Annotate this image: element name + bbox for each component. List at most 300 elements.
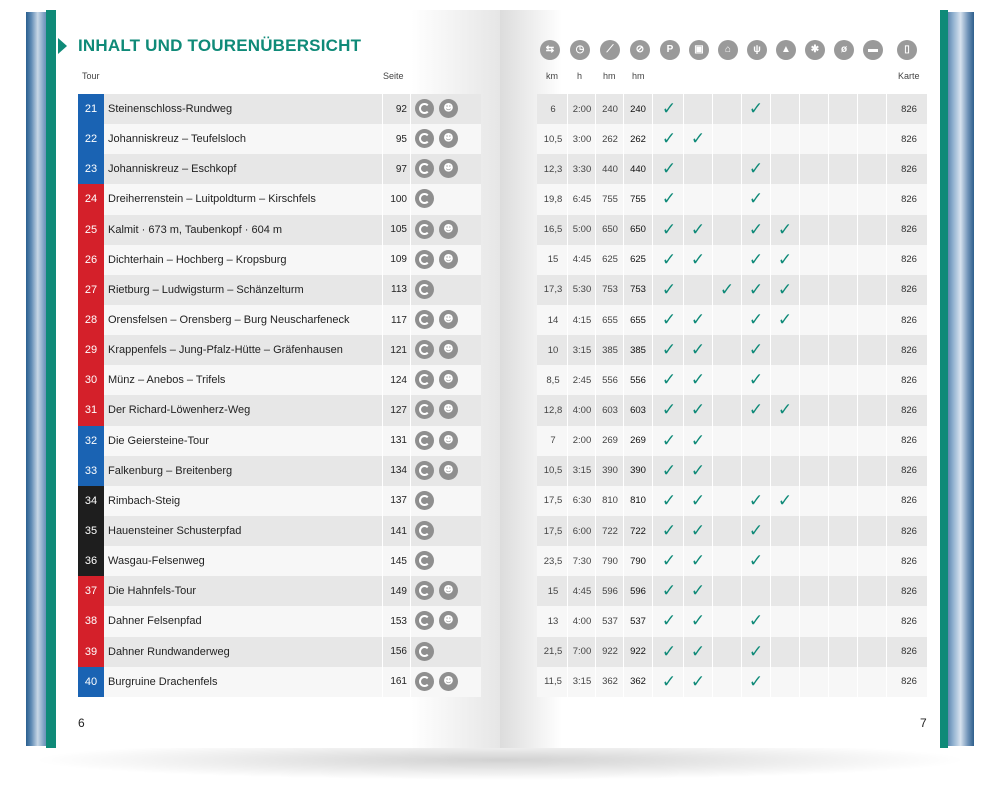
column-divider [652, 395, 653, 425]
tour-number: 23 [78, 154, 104, 184]
bear-face: ☻ [443, 163, 454, 175]
column-divider [799, 516, 800, 546]
tour-hm-down: 655 [630, 314, 646, 326]
column-divider [623, 94, 624, 124]
tour-row-details [537, 184, 927, 214]
restaurant-icon: ψ [747, 40, 767, 60]
column-divider [567, 516, 568, 546]
family-bear-icon [439, 220, 458, 239]
check-icon: ✓ [690, 340, 706, 361]
page-title: INHALT UND TOURENÜBERSICHT [78, 36, 362, 55]
check-icon: ✓ [690, 641, 706, 662]
page-border-left [46, 10, 56, 748]
check-icon: ✓ [748, 671, 764, 692]
tour-hm-down: 385 [630, 344, 646, 356]
column-divider [567, 275, 568, 305]
slope-icon: ⟋ [600, 40, 620, 60]
column-divider [770, 184, 771, 214]
column-divider [410, 305, 411, 335]
family-bear-icon [439, 250, 458, 269]
column-divider [652, 606, 653, 636]
column-divider [623, 154, 624, 184]
tour-hm-up: 753 [602, 284, 618, 296]
bear-face: ☻ [443, 223, 454, 235]
check-icon: ✓ [661, 551, 677, 572]
tour-number: 28 [78, 305, 104, 335]
tour-page: 92 [395, 103, 407, 115]
tour-page: 121 [390, 344, 407, 356]
column-divider [567, 365, 568, 395]
check-icon: ✓ [661, 310, 677, 331]
column-divider [595, 606, 596, 636]
column-divider [828, 184, 829, 214]
column-divider [741, 426, 742, 456]
no-entry-icon: ⊘ [630, 40, 650, 60]
column-divider [799, 426, 800, 456]
tour-map: 826 [901, 103, 917, 115]
tour-page: 153 [390, 615, 407, 627]
column-divider [410, 546, 411, 576]
check-icon: ✓ [661, 279, 677, 300]
family-bear-icon [439, 431, 458, 450]
tour-number: 33 [78, 456, 104, 486]
column-divider [410, 606, 411, 636]
column-divider [567, 426, 568, 456]
check-icon: ✓ [690, 129, 706, 150]
column-divider [623, 486, 624, 516]
column-divider [828, 426, 829, 456]
column-divider [712, 154, 713, 184]
column-divider [410, 245, 411, 275]
check-icon: ✓ [661, 490, 677, 511]
tour-hm-up: 390 [602, 465, 618, 477]
tour-name: Die Hahnfels-Tour [108, 585, 197, 598]
column-divider [770, 667, 771, 697]
circular-route-icon [415, 611, 434, 630]
cable-car-icon: ⌂ [718, 40, 738, 60]
tour-h: 6:30 [572, 495, 592, 507]
column-divider [410, 335, 411, 365]
tour-hm-up: 240 [602, 103, 618, 115]
column-divider [567, 245, 568, 275]
column-divider [623, 426, 624, 456]
column-divider [828, 275, 829, 305]
circular-route-icon [415, 220, 434, 239]
tour-page: 149 [390, 585, 407, 597]
column-divider [770, 546, 771, 576]
column-divider [595, 546, 596, 576]
tour-h: 7:30 [572, 555, 592, 567]
column-divider [828, 516, 829, 546]
column-divider [623, 124, 624, 154]
tour-page: 100 [390, 193, 407, 205]
column-divider [828, 576, 829, 606]
ring-mark [419, 374, 430, 385]
tour-number: 37 [78, 576, 104, 606]
tour-row-details [537, 606, 927, 636]
tour-number: 35 [78, 516, 104, 546]
circular-route-icon [415, 461, 434, 480]
tour-km: 15 [547, 254, 559, 266]
check-icon: ✓ [748, 159, 764, 180]
column-divider [410, 94, 411, 124]
circular-route-icon [415, 250, 434, 269]
column-divider [595, 94, 596, 124]
circular-route-icon [415, 581, 434, 600]
tour-h: 5:30 [572, 284, 592, 296]
tour-hm-down: 753 [630, 284, 646, 296]
column-divider [886, 667, 887, 697]
column-divider [799, 365, 800, 395]
ring-mark [419, 254, 430, 265]
column-divider [799, 154, 800, 184]
column-divider [623, 576, 624, 606]
tour-page: 156 [390, 646, 407, 658]
column-divider [886, 275, 887, 305]
tour-h: 3:00 [572, 133, 592, 145]
tour-h: 7:00 [572, 646, 592, 658]
tour-hm-up: 625 [602, 254, 618, 266]
tour-hm-up: 650 [602, 224, 618, 236]
header-hm-down: hm [632, 71, 645, 81]
column-divider [623, 516, 624, 546]
column-divider [683, 154, 684, 184]
column-divider [857, 426, 858, 456]
column-divider [567, 456, 568, 486]
tour-row [78, 576, 481, 606]
column-divider [886, 546, 887, 576]
column-divider [770, 516, 771, 546]
tour-number: 26 [78, 245, 104, 275]
tour-map: 826 [901, 465, 917, 477]
tour-hm-up: 537 [602, 615, 618, 627]
column-divider [623, 275, 624, 305]
tour-row-details [537, 486, 927, 516]
column-divider [683, 275, 684, 305]
column-divider [567, 94, 568, 124]
column-divider [410, 275, 411, 305]
column-divider [857, 245, 858, 275]
tour-row [78, 335, 481, 365]
column-divider [828, 395, 829, 425]
tour-number: 38 [78, 606, 104, 636]
ring-mark [419, 495, 430, 506]
tour-number: 27 [78, 275, 104, 305]
column-divider [857, 606, 858, 636]
tour-hm-down: 390 [630, 465, 646, 477]
tour-map: 826 [901, 525, 917, 537]
check-icon: ✓ [690, 310, 706, 331]
tour-row [78, 637, 481, 667]
tour-row-details [537, 576, 927, 606]
bear-face: ☻ [443, 374, 454, 386]
check-icon: ✓ [748, 279, 764, 300]
tour-hm-down: 625 [630, 254, 646, 266]
tour-km: 19,8 [543, 193, 563, 205]
check-icon: ✓ [661, 611, 677, 632]
column-divider [799, 546, 800, 576]
ring-mark [419, 435, 430, 446]
tour-km: 6 [550, 103, 556, 115]
circular-route-icon [415, 159, 434, 178]
column-divider [828, 606, 829, 636]
column-divider [567, 335, 568, 365]
signpost-icon: ⇆ [540, 40, 560, 60]
tour-page: 137 [390, 495, 407, 507]
tour-hm-up: 603 [602, 404, 618, 416]
column-divider [712, 486, 713, 516]
tour-map: 826 [901, 585, 917, 597]
tour-map: 826 [901, 224, 917, 236]
tour-km: 10,5 [543, 133, 563, 145]
column-divider [595, 275, 596, 305]
column-divider [828, 94, 829, 124]
check-icon: ✓ [777, 310, 793, 331]
tour-page: 105 [390, 224, 407, 236]
tour-map: 826 [901, 646, 917, 658]
tour-row [78, 365, 481, 395]
family-bear-icon [439, 159, 458, 178]
column-divider [595, 395, 596, 425]
column-divider [770, 426, 771, 456]
tour-row [78, 275, 481, 305]
tour-page: 95 [395, 133, 407, 145]
tour-hm-up: 269 [602, 435, 618, 447]
column-divider [770, 365, 771, 395]
column-divider [410, 576, 411, 606]
column-divider [652, 124, 653, 154]
tour-row [78, 245, 481, 275]
column-divider [712, 365, 713, 395]
column-divider [712, 546, 713, 576]
tour-row-details [537, 637, 927, 667]
tour-row-details [537, 516, 927, 546]
check-icon: ✓ [777, 490, 793, 511]
tour-map: 826 [901, 163, 917, 175]
tour-h: 4:15 [572, 314, 592, 326]
family-bear-icon [439, 129, 458, 148]
tour-hm-down: 262 [630, 133, 646, 145]
summit-icon: ▲ [776, 40, 796, 60]
column-divider [410, 456, 411, 486]
check-icon: ✓ [748, 521, 764, 542]
check-icon: ✓ [690, 611, 706, 632]
column-divider [770, 606, 771, 636]
tour-km: 12,3 [543, 163, 563, 175]
ring-mark [419, 615, 430, 626]
column-divider [886, 94, 887, 124]
tour-hm-down: 556 [630, 374, 646, 386]
bear-face: ☻ [443, 434, 454, 446]
column-divider [828, 667, 829, 697]
page-number-left: 6 [78, 716, 85, 730]
tour-map: 826 [901, 284, 917, 296]
tour-h: 4:00 [572, 404, 592, 416]
column-divider [828, 154, 829, 184]
tour-row [78, 215, 481, 245]
tour-km: 10 [547, 344, 559, 356]
column-divider [857, 94, 858, 124]
circular-route-icon [415, 491, 434, 510]
column-divider [410, 154, 411, 184]
column-divider [595, 365, 596, 395]
column-divider [799, 335, 800, 365]
check-icon: ✓ [661, 340, 677, 361]
check-icon: ✓ [690, 490, 706, 511]
check-icon: ✓ [690, 521, 706, 542]
column-divider [712, 215, 713, 245]
tour-map: 826 [901, 676, 917, 688]
column-divider [799, 275, 800, 305]
column-divider [410, 516, 411, 546]
tour-page: 161 [390, 676, 407, 688]
column-divider [799, 606, 800, 636]
column-divider [652, 335, 653, 365]
tour-h: 6:00 [572, 525, 592, 537]
column-divider [770, 637, 771, 667]
column-divider [652, 365, 653, 395]
tour-page: 117 [391, 314, 407, 326]
check-icon: ✓ [690, 249, 706, 270]
column-divider [623, 606, 624, 636]
tour-row-details [537, 124, 927, 154]
ring-mark [419, 224, 430, 235]
check-icon: ✓ [661, 460, 677, 481]
ring-mark [419, 344, 430, 355]
column-divider [652, 305, 653, 335]
tour-page: 113 [391, 284, 407, 296]
column-divider [828, 215, 829, 245]
column-divider [886, 245, 887, 275]
tour-km: 17,3 [543, 284, 563, 296]
column-divider [857, 275, 858, 305]
bear-face: ☻ [443, 464, 454, 476]
tour-row-details [537, 667, 927, 697]
ring-mark [419, 555, 430, 566]
column-divider [770, 456, 771, 486]
tour-name: Dichterhain – Hochberg – Kropsburg [108, 253, 287, 266]
check-icon: ✓ [661, 641, 677, 662]
tour-hm-down: 922 [630, 646, 646, 658]
check-icon: ✓ [661, 129, 677, 150]
column-divider [652, 426, 653, 456]
tour-map: 826 [901, 374, 917, 386]
column-divider [595, 456, 596, 486]
check-icon: ✓ [690, 370, 706, 391]
check-icon: ✓ [661, 581, 677, 602]
tour-number: 34 [78, 486, 104, 516]
column-divider [652, 486, 653, 516]
family-bear-icon [439, 370, 458, 389]
tour-map: 826 [901, 495, 917, 507]
tour-km: 14 [547, 314, 559, 326]
column-divider [595, 305, 596, 335]
column-divider [799, 124, 800, 154]
tour-name: Der Richard-Löwenherz-Weg [108, 404, 251, 417]
header-h: h [577, 71, 583, 81]
family-bear-icon [439, 461, 458, 480]
tour-row [78, 667, 481, 697]
column-divider [886, 426, 887, 456]
tour-page: 141 [390, 525, 407, 537]
snow-icon: ✱ [805, 40, 825, 60]
tour-hm-up: 722 [602, 525, 618, 537]
column-divider [623, 245, 624, 275]
column-divider [595, 184, 596, 214]
check-icon: ✓ [777, 249, 793, 270]
check-icon: ✓ [661, 521, 677, 542]
tour-map: 826 [901, 133, 917, 145]
check-icon: ✓ [748, 249, 764, 270]
check-icon: ✓ [748, 551, 764, 572]
tour-row [78, 124, 481, 154]
check-icon: ✓ [748, 99, 764, 120]
tour-hm-down: 650 [630, 224, 646, 236]
column-divider [652, 184, 653, 214]
check-icon: ✓ [690, 551, 706, 572]
column-divider [712, 245, 713, 275]
tour-page: 134 [390, 465, 407, 477]
column-divider [828, 365, 829, 395]
column-divider [857, 486, 858, 516]
column-divider [652, 275, 653, 305]
column-divider [623, 184, 624, 214]
column-divider [799, 215, 800, 245]
circular-route-icon [415, 99, 434, 118]
tour-name: Johanniskreuz – Eschkopf [108, 163, 237, 176]
tour-km: 17,5 [543, 525, 563, 537]
circular-route-icon [415, 551, 434, 570]
column-divider [886, 184, 887, 214]
tour-row-details [537, 456, 927, 486]
column-divider [567, 576, 568, 606]
column-divider [623, 215, 624, 245]
column-divider [712, 637, 713, 667]
check-icon: ✓ [748, 219, 764, 240]
tour-page: 97 [395, 163, 407, 175]
column-divider [623, 546, 624, 576]
tour-page: 131 [390, 435, 407, 447]
family-bear-icon [439, 340, 458, 359]
tour-name: Dreiherrenstein – Luitpoldturm – Kirschfels [108, 193, 316, 206]
tour-row [78, 426, 481, 456]
tour-map: 826 [901, 404, 917, 416]
column-divider [799, 395, 800, 425]
tour-row [78, 546, 481, 576]
book-edge-right [944, 12, 974, 746]
check-icon: ✓ [661, 219, 677, 240]
tour-row-details [537, 154, 927, 184]
column-divider [712, 395, 713, 425]
tour-hm-up: 655 [602, 314, 618, 326]
column-divider [799, 184, 800, 214]
column-divider [567, 606, 568, 636]
column-divider [828, 637, 829, 667]
tour-hm-down: 240 [630, 103, 646, 115]
check-icon: ✓ [661, 249, 677, 270]
column-divider [567, 667, 568, 697]
column-divider [799, 456, 800, 486]
circular-route-icon [415, 370, 434, 389]
clock-icon: ◷ [570, 40, 590, 60]
column-divider [652, 546, 653, 576]
ring-mark [419, 465, 430, 476]
column-divider [567, 395, 568, 425]
tour-km: 23,5 [543, 555, 563, 567]
column-divider [799, 94, 800, 124]
tour-number: 22 [78, 124, 104, 154]
tour-km: 10,5 [543, 465, 563, 477]
